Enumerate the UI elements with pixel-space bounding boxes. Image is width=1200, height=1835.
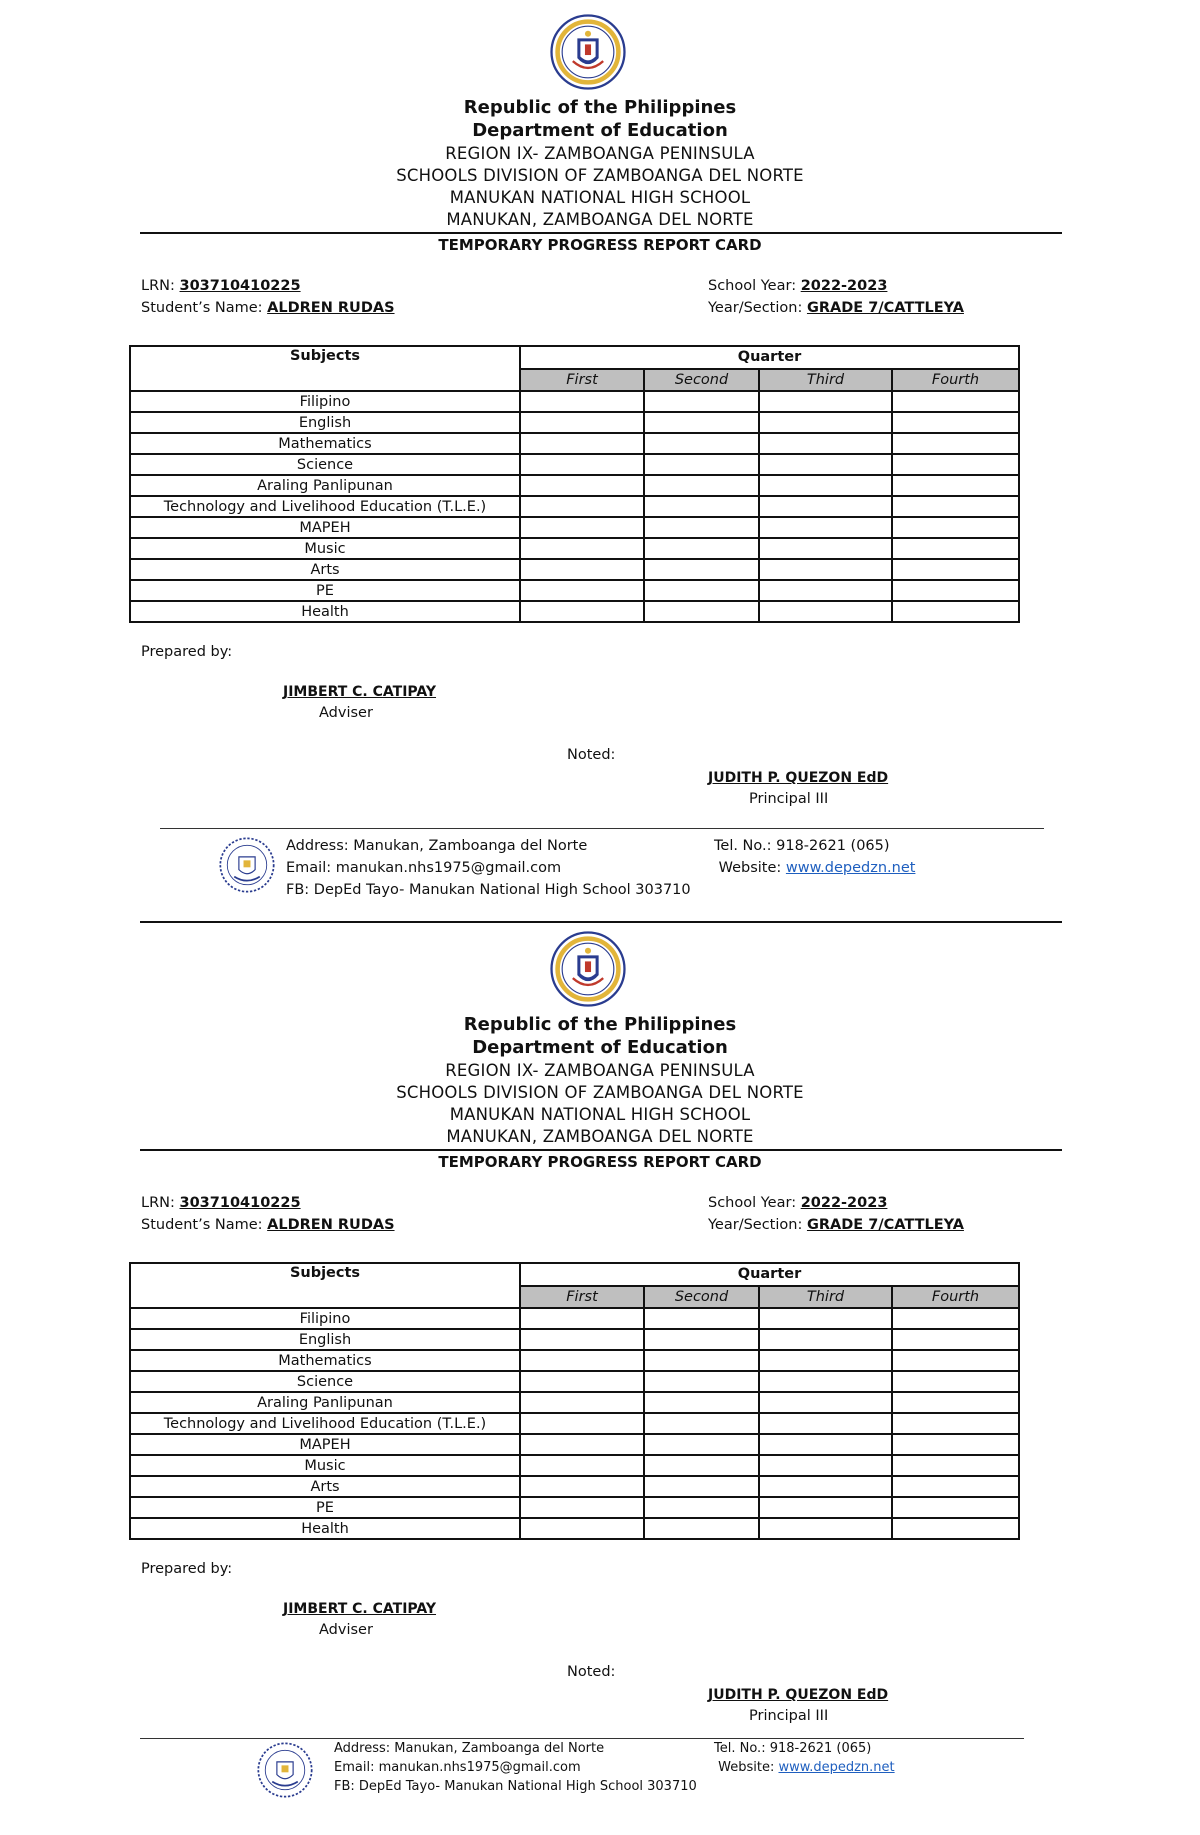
grade-cell[interactable] bbox=[759, 475, 892, 496]
grade-cell[interactable] bbox=[520, 391, 644, 412]
grade-cell[interactable] bbox=[644, 580, 759, 601]
quarter-first-header: First bbox=[520, 369, 644, 392]
grade-cell[interactable] bbox=[520, 1413, 644, 1434]
year-section-value: GRADE 7/CATTLEYA bbox=[806, 300, 964, 316]
principal-role: Principal III bbox=[749, 791, 829, 807]
table-row bbox=[130, 1392, 1019, 1413]
quarter-fourth-header: Fourth bbox=[892, 369, 1019, 392]
year-section-field bbox=[708, 300, 964, 316]
deped-seal-icon bbox=[550, 14, 626, 90]
quarter-third-header: Third bbox=[759, 369, 892, 392]
lrn-value: 303710410225 bbox=[179, 278, 301, 294]
subject-cell: Science bbox=[130, 1371, 520, 1392]
adviser-role: Adviser bbox=[319, 1622, 373, 1638]
grade-cell[interactable] bbox=[520, 433, 644, 454]
footer-website-label: Website: bbox=[718, 860, 782, 876]
student-name-field bbox=[141, 1217, 395, 1233]
adviser-role: Adviser bbox=[319, 705, 373, 721]
table-row bbox=[130, 1497, 1019, 1518]
grade-cell[interactable] bbox=[892, 433, 1019, 454]
subject-cell: Filipino bbox=[130, 391, 520, 412]
grade-cell[interactable] bbox=[759, 1434, 892, 1455]
grade-cell[interactable] bbox=[892, 412, 1019, 433]
grade-cell[interactable] bbox=[759, 391, 892, 412]
subject-cell: Technology and Livelihood Education (T.L.E.) bbox=[130, 496, 520, 517]
grade-cell[interactable] bbox=[892, 1497, 1019, 1518]
subject-cell: Araling Panlipunan bbox=[130, 1392, 520, 1413]
header-divider bbox=[140, 232, 1062, 234]
grade-cell[interactable] bbox=[759, 1308, 892, 1329]
footer-tel: Tel. No.: 918-2621 (065) bbox=[714, 1741, 872, 1756]
grade-cell[interactable] bbox=[759, 1518, 892, 1539]
grade-cell[interactable] bbox=[759, 1455, 892, 1476]
grade-cell[interactable] bbox=[759, 580, 892, 601]
table-row bbox=[130, 1371, 1019, 1392]
footer-email: Email: manukan.nhs1975@gmail.com bbox=[286, 860, 562, 876]
grade-cell[interactable] bbox=[892, 580, 1019, 601]
quarter-fourth-header: Fourth bbox=[892, 1286, 1019, 1309]
footer-tel: Tel. No.: 918-2621 (065) bbox=[714, 838, 890, 854]
subject-cell: Music bbox=[130, 1455, 520, 1476]
table-row bbox=[130, 1455, 1019, 1476]
grade-cell[interactable] bbox=[520, 1518, 644, 1539]
year-section-value: GRADE 7/CATTLEYA bbox=[806, 1217, 964, 1233]
grade-cell[interactable] bbox=[892, 538, 1019, 559]
subject-cell: MAPEH bbox=[130, 517, 520, 538]
grade-cell[interactable] bbox=[644, 1413, 759, 1434]
region-line: REGION IX- ZAMBOANGA PENINSULA bbox=[445, 1061, 755, 1080]
grade-cell[interactable] bbox=[520, 1497, 644, 1518]
lrn-field bbox=[141, 278, 301, 294]
subject-cell: Science bbox=[130, 454, 520, 475]
department-heading: Department of Education bbox=[472, 1037, 728, 1058]
grade-cell[interactable] bbox=[520, 1308, 644, 1329]
table-row bbox=[130, 1413, 1019, 1434]
principal-name: JUDITH P. QUEZON EdD bbox=[708, 1687, 889, 1703]
lrn-field bbox=[141, 1195, 301, 1211]
website-link[interactable]: www.depedzn.net bbox=[778, 1760, 895, 1775]
grade-cell[interactable] bbox=[644, 1455, 759, 1476]
table-row bbox=[130, 391, 1019, 412]
grade-cell[interactable] bbox=[644, 517, 759, 538]
quarter-header: Quarter bbox=[520, 1263, 1019, 1286]
grade-cell[interactable] bbox=[644, 1350, 759, 1371]
quarter-header: Quarter bbox=[520, 346, 1019, 369]
grade-cell[interactable] bbox=[520, 538, 644, 559]
noted-label: Noted: bbox=[567, 1664, 616, 1680]
grade-cell[interactable] bbox=[644, 1476, 759, 1497]
grade-cell[interactable] bbox=[520, 1329, 644, 1350]
grade-cell[interactable] bbox=[520, 580, 644, 601]
quarter-third-header: Third bbox=[759, 1286, 892, 1309]
grade-cell[interactable] bbox=[644, 1371, 759, 1392]
grade-cell[interactable] bbox=[644, 559, 759, 580]
table-row bbox=[130, 475, 1019, 496]
year-section-field bbox=[708, 1217, 964, 1233]
lrn-label: LRN: bbox=[141, 1195, 175, 1211]
grade-cell[interactable] bbox=[759, 538, 892, 559]
subjects-header: Subjects bbox=[130, 346, 520, 391]
grade-cell[interactable] bbox=[520, 1371, 644, 1392]
grade-cell[interactable] bbox=[644, 1329, 759, 1350]
grade-cell[interactable] bbox=[892, 1413, 1019, 1434]
table-row bbox=[130, 1329, 1019, 1350]
header-divider bbox=[140, 1149, 1062, 1151]
footer-fb: FB: DepEd Tayo- Manukan National High School 303710 bbox=[334, 1779, 697, 1794]
grade-cell[interactable] bbox=[520, 412, 644, 433]
grade-cell[interactable] bbox=[759, 454, 892, 475]
table-row bbox=[130, 412, 1019, 433]
grade-cell[interactable] bbox=[759, 1350, 892, 1371]
school-logo-icon bbox=[218, 836, 276, 894]
grade-cell[interactable] bbox=[892, 391, 1019, 412]
table-row bbox=[130, 1518, 1019, 1539]
grade-cell[interactable] bbox=[644, 1392, 759, 1413]
grade-cell[interactable] bbox=[759, 1329, 892, 1350]
website-link[interactable]: www.depedzn.net bbox=[785, 860, 916, 876]
division-line: SCHOOLS DIVISION OF ZAMBOANGA DEL NORTE bbox=[396, 166, 804, 185]
grade-cell[interactable] bbox=[520, 559, 644, 580]
grade-cell[interactable] bbox=[759, 412, 892, 433]
grade-cell[interactable] bbox=[644, 601, 759, 622]
grade-cell[interactable] bbox=[644, 1434, 759, 1455]
school-year-label: School Year: bbox=[708, 1195, 797, 1211]
subject-cell: Health bbox=[130, 1518, 520, 1539]
grade-cell[interactable] bbox=[892, 559, 1019, 580]
republic-heading: Republic of the Philippines bbox=[463, 1014, 737, 1035]
table-row bbox=[130, 454, 1019, 475]
grade-cell[interactable] bbox=[644, 412, 759, 433]
grade-cell[interactable] bbox=[520, 1476, 644, 1497]
grade-cell[interactable] bbox=[644, 1497, 759, 1518]
grade-cell[interactable] bbox=[759, 1497, 892, 1518]
footer-website-line bbox=[714, 1758, 895, 1777]
table-row bbox=[130, 496, 1019, 517]
school-year-field bbox=[708, 1195, 887, 1211]
table-row bbox=[130, 601, 1019, 622]
table-row bbox=[130, 559, 1019, 580]
subject-cell: Music bbox=[130, 538, 520, 559]
report-card-1 bbox=[0, 0, 1200, 917]
footer-contact-left bbox=[286, 835, 691, 901]
grade-cell[interactable] bbox=[759, 1392, 892, 1413]
grade-cell[interactable] bbox=[759, 433, 892, 454]
grades-table bbox=[129, 1262, 1020, 1540]
school-location: MANUKAN, ZAMBOANGA DEL NORTE bbox=[446, 210, 754, 229]
grade-cell[interactable] bbox=[759, 1476, 892, 1497]
footer-contact-left bbox=[334, 1739, 697, 1796]
school-logo-icon bbox=[256, 1741, 314, 1799]
grade-cell[interactable] bbox=[892, 517, 1019, 538]
school-year-label: School Year: bbox=[708, 278, 797, 294]
report-card-title: TEMPORARY PROGRESS REPORT CARD bbox=[438, 1153, 762, 1171]
grade-cell[interactable] bbox=[644, 454, 759, 475]
noted-label: Noted: bbox=[567, 747, 616, 763]
grade-cell[interactable] bbox=[644, 1308, 759, 1329]
region-line: REGION IX- ZAMBOANGA PENINSULA bbox=[445, 144, 755, 163]
subject-cell: PE bbox=[130, 1497, 520, 1518]
footer-website-line bbox=[714, 857, 915, 879]
grade-cell[interactable] bbox=[520, 1455, 644, 1476]
grade-cell[interactable] bbox=[644, 1518, 759, 1539]
school-year-value: 2022-2023 bbox=[800, 278, 888, 294]
student-name-label: Student’s Name: bbox=[141, 1217, 263, 1233]
grade-cell[interactable] bbox=[520, 496, 644, 517]
grade-cell[interactable] bbox=[644, 391, 759, 412]
lrn-value: 303710410225 bbox=[179, 1195, 301, 1211]
adviser-name: JIMBERT C. CATIPAY bbox=[283, 684, 437, 700]
prepared-by-label: Prepared by: bbox=[141, 1561, 233, 1577]
footer-email: Email: manukan.nhs1975@gmail.com bbox=[334, 1760, 581, 1775]
grade-cell[interactable] bbox=[892, 1392, 1019, 1413]
grade-cell[interactable] bbox=[892, 1308, 1019, 1329]
footer-divider bbox=[160, 828, 1044, 829]
grade-cell[interactable] bbox=[892, 1455, 1019, 1476]
grades-table bbox=[129, 345, 1020, 623]
grade-cell[interactable] bbox=[892, 1371, 1019, 1392]
table-row bbox=[130, 1308, 1019, 1329]
report-card-2 bbox=[0, 917, 1200, 1834]
table-row bbox=[130, 1476, 1019, 1497]
grade-cell[interactable] bbox=[644, 433, 759, 454]
student-name-label: Student’s Name: bbox=[141, 300, 263, 316]
prepared-by-label: Prepared by: bbox=[141, 644, 233, 660]
grade-cell[interactable] bbox=[644, 475, 759, 496]
table-row bbox=[130, 580, 1019, 601]
subject-cell: Mathematics bbox=[130, 433, 520, 454]
grade-cell[interactable] bbox=[892, 1329, 1019, 1350]
subject-cell: English bbox=[130, 1329, 520, 1350]
school-year-field bbox=[708, 278, 887, 294]
grade-cell[interactable] bbox=[759, 601, 892, 622]
grade-cell[interactable] bbox=[892, 496, 1019, 517]
subject-cell: PE bbox=[130, 580, 520, 601]
subject-cell: Arts bbox=[130, 1476, 520, 1497]
grade-cell[interactable] bbox=[759, 1413, 892, 1434]
grade-cell[interactable] bbox=[520, 517, 644, 538]
table-row bbox=[130, 517, 1019, 538]
quarter-second-header: Second bbox=[644, 369, 759, 392]
footer-address: Address: Manukan, Zamboanga del Norte bbox=[334, 1741, 605, 1756]
principal-name: JUDITH P. QUEZON EdD bbox=[708, 770, 889, 786]
footer-contact-right bbox=[714, 835, 915, 879]
student-name-value: ALDREN RUDAS bbox=[267, 1217, 395, 1233]
school-name: MANUKAN NATIONAL HIGH SCHOOL bbox=[449, 1105, 751, 1124]
quarter-second-header: Second bbox=[644, 1286, 759, 1309]
grade-cell[interactable] bbox=[520, 454, 644, 475]
grade-cell[interactable] bbox=[520, 1434, 644, 1455]
subject-cell: Health bbox=[130, 601, 520, 622]
quarter-first-header: First bbox=[520, 1286, 644, 1309]
grade-cell[interactable] bbox=[759, 1371, 892, 1392]
subject-cell: Filipino bbox=[130, 1308, 520, 1329]
principal-role: Principal III bbox=[749, 1708, 829, 1724]
grade-cell[interactable] bbox=[759, 559, 892, 580]
report-card-title: TEMPORARY PROGRESS REPORT CARD bbox=[438, 236, 762, 254]
footer-contact-right bbox=[714, 1739, 895, 1777]
grade-cell[interactable] bbox=[520, 1392, 644, 1413]
grade-cell[interactable] bbox=[759, 517, 892, 538]
table-row bbox=[130, 1434, 1019, 1455]
grade-cell[interactable] bbox=[892, 1476, 1019, 1497]
grade-cell[interactable] bbox=[759, 496, 892, 517]
deped-seal-icon bbox=[550, 931, 626, 1007]
department-heading: Department of Education bbox=[472, 120, 728, 141]
footer-address: Address: Manukan, Zamboanga del Norte bbox=[286, 838, 588, 854]
grade-cell[interactable] bbox=[892, 1350, 1019, 1371]
subjects-header: Subjects bbox=[130, 1263, 520, 1308]
lrn-label: LRN: bbox=[141, 278, 175, 294]
division-line: SCHOOLS DIVISION OF ZAMBOANGA DEL NORTE bbox=[396, 1083, 804, 1102]
republic-heading: Republic of the Philippines bbox=[463, 97, 737, 118]
grade-cell[interactable] bbox=[644, 538, 759, 559]
grade-cell[interactable] bbox=[892, 601, 1019, 622]
grade-cell[interactable] bbox=[520, 475, 644, 496]
year-section-label: Year/Section: bbox=[708, 1217, 803, 1233]
subject-cell: Araling Panlipunan bbox=[130, 475, 520, 496]
grade-cell[interactable] bbox=[892, 454, 1019, 475]
year-section-label: Year/Section: bbox=[708, 300, 803, 316]
adviser-name: JIMBERT C. CATIPAY bbox=[283, 1601, 437, 1617]
school-name: MANUKAN NATIONAL HIGH SCHOOL bbox=[449, 188, 751, 207]
grade-cell[interactable] bbox=[892, 475, 1019, 496]
grade-cell[interactable] bbox=[892, 1434, 1019, 1455]
table-row bbox=[130, 433, 1019, 454]
grade-cell[interactable] bbox=[892, 1518, 1019, 1539]
footer-website-label: Website: bbox=[718, 1760, 775, 1775]
grade-cell[interactable] bbox=[644, 496, 759, 517]
subject-cell: Arts bbox=[130, 559, 520, 580]
table-row bbox=[130, 538, 1019, 559]
table-row bbox=[130, 1350, 1019, 1371]
school-year-value: 2022-2023 bbox=[800, 1195, 888, 1211]
footer-fb: FB: DepEd Tayo- Manukan National High School 303710 bbox=[286, 882, 691, 898]
grade-cell[interactable] bbox=[520, 601, 644, 622]
subject-cell: MAPEH bbox=[130, 1434, 520, 1455]
student-name-value: ALDREN RUDAS bbox=[267, 300, 395, 316]
subject-cell: Technology and Livelihood Education (T.L.E.) bbox=[130, 1413, 520, 1434]
school-location: MANUKAN, ZAMBOANGA DEL NORTE bbox=[446, 1127, 754, 1146]
subject-cell: Mathematics bbox=[130, 1350, 520, 1371]
subject-cell: English bbox=[130, 412, 520, 433]
grade-cell[interactable] bbox=[520, 1350, 644, 1371]
student-name-field bbox=[141, 300, 395, 316]
